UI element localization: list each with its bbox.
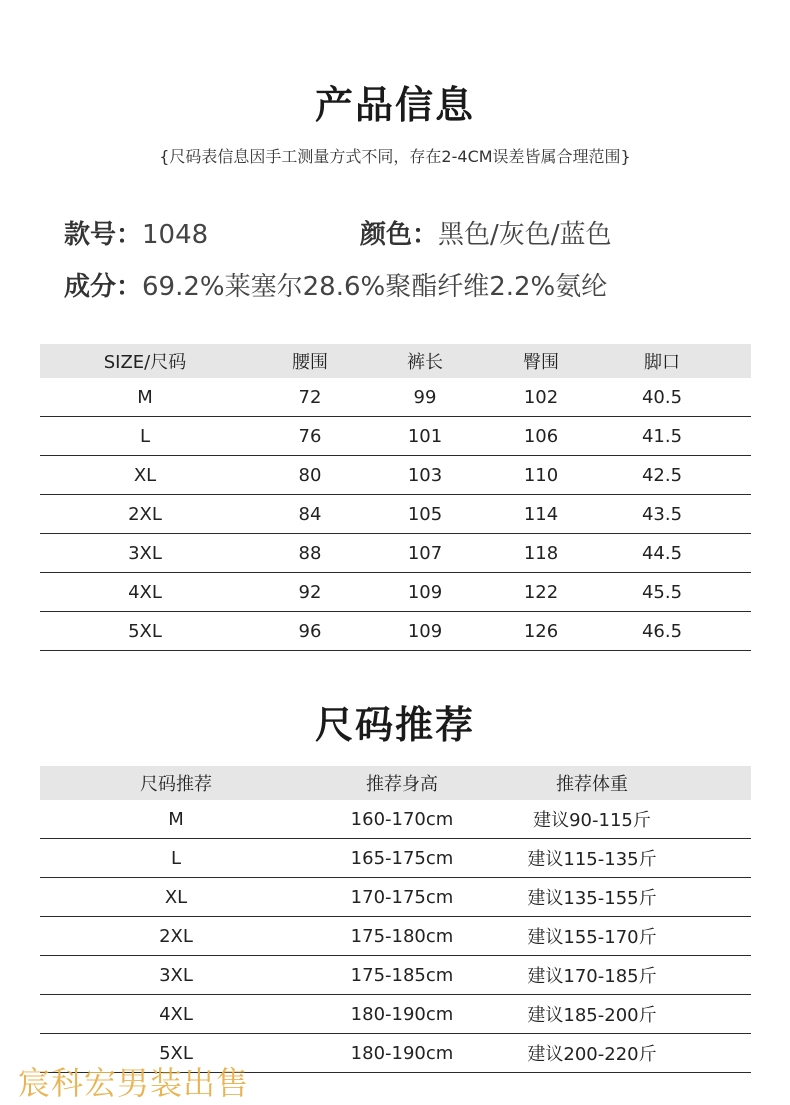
cell: L — [40, 417, 250, 456]
cell: 41.5 — [602, 417, 722, 456]
cell: 101 — [370, 417, 480, 456]
product-info-title: 产品信息 — [314, 83, 475, 127]
spacer-cell — [722, 417, 751, 456]
header-height: 推荐身高 — [312, 766, 492, 800]
cell: 4XL — [40, 573, 250, 612]
table-row — [40, 995, 751, 1034]
cell: XL — [40, 878, 312, 917]
composition-value: 69.2%莱塞尔28.6%聚酯纤维2.2%氨纶 — [142, 272, 608, 302]
cell: 110 — [480, 456, 602, 495]
spacer-cell — [722, 612, 751, 651]
cell: 建议185-200斤 — [492, 995, 692, 1034]
cell: 建议155-170斤 — [492, 917, 692, 956]
cell: 46.5 — [602, 612, 722, 651]
size-table — [40, 344, 751, 651]
cell: 42.5 — [602, 456, 722, 495]
table-row — [40, 534, 751, 573]
cell: 165-175cm — [312, 839, 492, 878]
spacer-cell — [692, 878, 751, 917]
cell: 84 — [250, 495, 370, 534]
cell: 102 — [480, 378, 602, 417]
table-row — [40, 378, 751, 417]
cell: 44.5 — [602, 534, 722, 573]
cell: 180-190cm — [312, 1034, 492, 1073]
spacer-cell — [722, 456, 751, 495]
header-spacer — [722, 344, 751, 378]
table-row — [40, 878, 751, 917]
table-row — [40, 417, 751, 456]
header-hip: 臀围 — [480, 344, 602, 378]
cell: 109 — [370, 612, 480, 651]
cell: 43.5 — [602, 495, 722, 534]
cell: 建议200-220斤 — [492, 1034, 692, 1073]
cell: M — [40, 800, 312, 839]
cell: 76 — [250, 417, 370, 456]
cell: 3XL — [40, 534, 250, 573]
table-row — [40, 495, 751, 534]
table-row — [40, 917, 751, 956]
cell: M — [40, 378, 250, 417]
cell: XL — [40, 456, 250, 495]
table-row — [40, 612, 751, 651]
cell: 106 — [480, 417, 602, 456]
cell: 3XL — [40, 956, 312, 995]
spacer-cell — [722, 495, 751, 534]
cell: 118 — [480, 534, 602, 573]
cell: 建议90-115斤 — [492, 800, 692, 839]
cell: 72 — [250, 378, 370, 417]
cell: 180-190cm — [312, 995, 492, 1034]
header-weight: 推荐体重 — [492, 766, 692, 800]
cell: 45.5 — [602, 573, 722, 612]
watermark-text: 宸科宏男装出售 — [18, 1064, 250, 1102]
cell: 107 — [370, 534, 480, 573]
table-row — [40, 456, 751, 495]
cell: 96 — [250, 612, 370, 651]
cell: 建议170-185斤 — [492, 956, 692, 995]
cell: 114 — [480, 495, 602, 534]
header-spacer — [692, 766, 751, 800]
spacer-cell — [722, 378, 751, 417]
cell: 5XL — [40, 612, 250, 651]
cell: 170-175cm — [312, 878, 492, 917]
size-table-header — [40, 344, 751, 378]
cell: 2XL — [40, 495, 250, 534]
cell: 建议135-155斤 — [492, 878, 692, 917]
cell: 175-185cm — [312, 956, 492, 995]
cell: 109 — [370, 573, 480, 612]
spacer-cell — [692, 839, 751, 878]
cell: 160-170cm — [312, 800, 492, 839]
cell: 105 — [370, 495, 480, 534]
cell: 175-180cm — [312, 917, 492, 956]
composition-label: 成分： — [64, 272, 143, 302]
table-row — [40, 573, 751, 612]
cell: 4XL — [40, 995, 312, 1034]
header-length: 裤长 — [370, 344, 480, 378]
color-label: 颜色： — [360, 220, 439, 250]
header-hem: 脚口 — [602, 344, 722, 378]
recommendation-table-header — [40, 766, 751, 800]
measurement-note: {尺码表信息因手工测量方式不同，存在2-4CM误差皆属合理范围} — [159, 147, 631, 166]
cell: 122 — [480, 573, 602, 612]
recommendation-table — [40, 766, 751, 1073]
model-color-line — [64, 214, 612, 251]
cell: 88 — [250, 534, 370, 573]
model-label: 款号： — [64, 220, 143, 250]
cell: L — [40, 839, 312, 878]
table-row — [40, 839, 751, 878]
header-size-rec: 尺码推荐 — [40, 766, 312, 800]
composition-line — [64, 266, 607, 303]
table-row — [40, 956, 751, 995]
model-value: 1048 — [142, 220, 209, 250]
color-value: 黑色/灰色/蓝色 — [438, 220, 612, 250]
color-block — [360, 214, 612, 251]
header-size: SIZE/尺码 — [40, 344, 250, 378]
spacer-cell — [692, 800, 751, 839]
cell: 建议115-135斤 — [492, 839, 692, 878]
cell: 2XL — [40, 917, 312, 956]
cell: 5XL — [40, 1034, 312, 1073]
header-waist: 腰围 — [250, 344, 370, 378]
size-recommendation-title: 尺码推荐 — [314, 703, 475, 747]
spacer-cell — [722, 573, 751, 612]
spacer-cell — [692, 956, 751, 995]
cell: 40.5 — [602, 378, 722, 417]
cell: 99 — [370, 378, 480, 417]
table-row — [40, 800, 751, 839]
spacer-cell — [722, 534, 751, 573]
cell: 126 — [480, 612, 602, 651]
cell: 92 — [250, 573, 370, 612]
cell: 103 — [370, 456, 480, 495]
cell: 80 — [250, 456, 370, 495]
spacer-cell — [692, 1034, 751, 1073]
spacer-cell — [692, 917, 751, 956]
spacer-cell — [692, 995, 751, 1034]
